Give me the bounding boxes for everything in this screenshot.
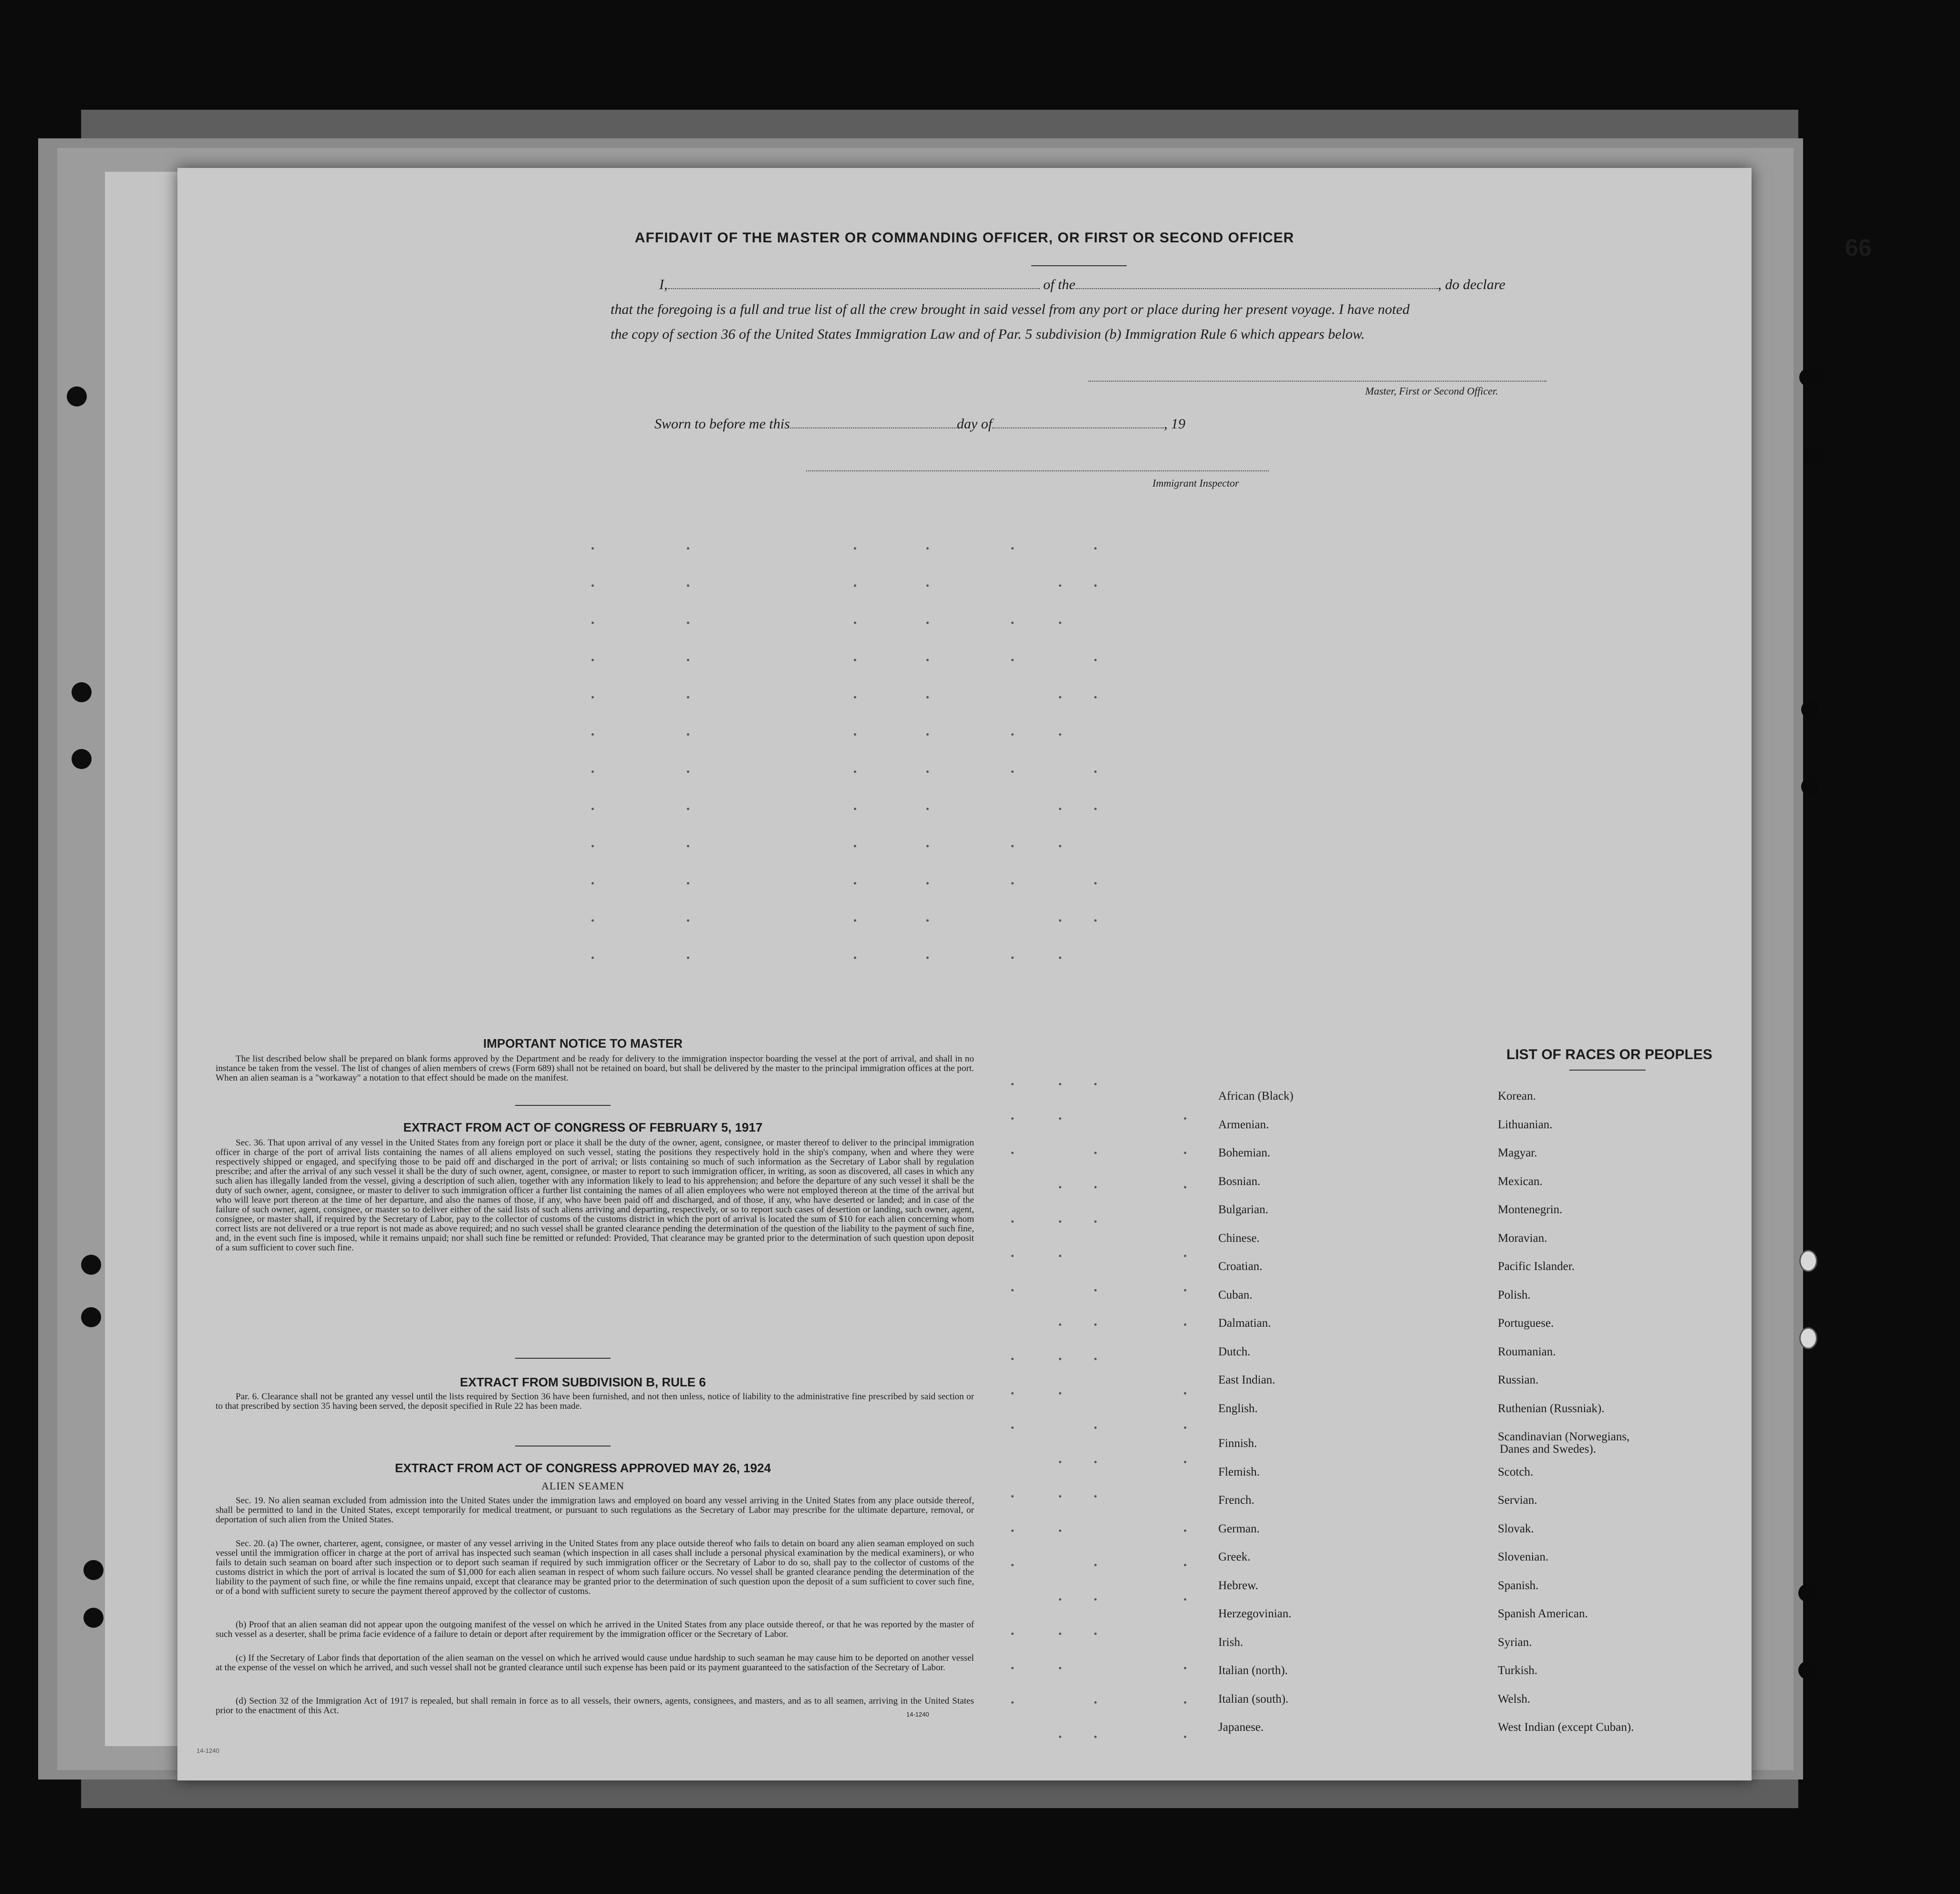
guide-dot	[1094, 1736, 1097, 1738]
guide-dot	[591, 882, 594, 885]
guide-dot	[1094, 1289, 1097, 1291]
race-item: Magyar.	[1498, 1146, 1537, 1159]
guide-dot	[1094, 1564, 1097, 1566]
guide-dot	[687, 882, 689, 885]
guide-dot	[687, 770, 689, 773]
affidavit-declare: , do declare	[1438, 277, 1505, 292]
guide-dot	[1184, 1117, 1186, 1120]
left-punch-hole	[81, 1255, 101, 1275]
guide-dot	[1059, 1598, 1061, 1601]
guide-dot	[591, 584, 594, 587]
guide-dot	[1094, 1598, 1097, 1601]
guide-dot	[926, 770, 929, 773]
guide-dot	[926, 696, 929, 698]
race-item: Armenian.	[1218, 1118, 1269, 1131]
sworn-day-field[interactable]	[790, 427, 957, 428]
guide-dot	[1094, 1426, 1097, 1429]
left-punch-hole	[81, 1307, 101, 1327]
guide-dot	[1011, 1530, 1014, 1532]
guide-dot	[1184, 1426, 1186, 1429]
affidavit-of: of the	[1043, 277, 1076, 292]
day-of-text: day of	[956, 416, 993, 432]
race-item: Servian.	[1498, 1494, 1537, 1507]
affidavit-line-2: that the foregoing is a full and true list of all the crew brought in said vessel from any port or place during her present voyage. I have noted	[611, 302, 1410, 317]
guide-dot	[1059, 584, 1061, 587]
race-item: Dutch.	[1218, 1345, 1251, 1358]
punch-hole	[1798, 1584, 1816, 1602]
race-item: Mexican.	[1498, 1175, 1543, 1188]
guide-dot	[1184, 1530, 1186, 1532]
guide-dot	[1011, 882, 1014, 885]
extract-1924-sec20a: Sec. 20. (a) The owner, charterer, agent, consignee, or master of any vessel arriving in the United States from any place outside thereof who fails to detain on board any alien seaman employed on such vessel until the immigration officer in charge at the port of arrival has inspected such seaman (which inspection in all cases shall include a personal physical examination by the medical examiners), or who fails to detain such seaman on board after such inspection or to deport such seaman if required by such immigration officer or the Secretary of Labor to do so, shall pay to the collector of customs of the customs district in which the port of arrival is located the sum of $1,000 for each alien seaman in respect of whom such failure occurs. No vessel shall be granted clearance pending the determination of the liability to the payment of such fine, or while the fine remains unpaid, except that clearance may be granted prior to the determination of such question upon the deposit of a sum sufficient to cover such fine, or of a bond with sufficient surety to secure the payment thereof approved by the collector of customs.	[216, 1539, 974, 1596]
guide-dot	[854, 845, 856, 847]
left-punch-hole	[67, 386, 87, 406]
guide-dot	[1059, 1358, 1061, 1360]
guide-dot	[1094, 1633, 1097, 1635]
guide-dot	[1094, 770, 1097, 773]
punch-hole	[1804, 367, 1822, 385]
punch-hole	[1798, 1661, 1816, 1679]
affidavit-i: I,	[659, 277, 668, 292]
divider	[1031, 265, 1127, 266]
guide-dot	[1059, 845, 1061, 847]
guide-dot	[1059, 1255, 1061, 1257]
guide-dot	[1094, 1358, 1097, 1360]
guide-dot	[1184, 1598, 1186, 1601]
guide-dot	[687, 584, 689, 587]
race-item: Spanish.	[1498, 1579, 1539, 1592]
race-item: Lithuanian.	[1498, 1118, 1553, 1131]
master-signature-line[interactable]	[1089, 381, 1546, 382]
guide-dot	[854, 919, 856, 922]
race-item: Herzegovinian.	[1218, 1607, 1292, 1620]
guide-dot	[687, 957, 689, 959]
punch-hole	[1801, 700, 1819, 718]
race-item: Polish.	[1498, 1288, 1531, 1301]
guide-dot	[591, 770, 594, 773]
guide-dot	[591, 733, 594, 736]
guide-dot	[591, 696, 594, 698]
guide-dot	[1059, 1186, 1061, 1188]
guide-dot	[1011, 1117, 1014, 1120]
guide-dot	[1011, 733, 1014, 736]
race-item: Spanish American.	[1498, 1607, 1588, 1620]
guide-dot	[1011, 1358, 1014, 1360]
race-item: Chinese.	[1218, 1231, 1260, 1245]
race-item: Greek.	[1218, 1551, 1251, 1563]
guide-dot	[1059, 1461, 1061, 1463]
guide-dot	[1011, 622, 1014, 624]
guide-dot	[1011, 1426, 1014, 1429]
notice-text: The list described below shall be prepared on blank forms approved by the Department and be ready for delivery to the immigration inspector boarding the vessel at the port of arrival, and shall in no instance be taken from the vessel. The list of changes of alien members of crews (Form 689) shall not be retained on board, but shall be delivered by the master to the principal immigration offices at the port. When an alien seaman is a "workaway" a notation to that effect should be made on the manifest.	[216, 1054, 974, 1083]
guide-dot	[1059, 1530, 1061, 1532]
guide-dot	[926, 957, 929, 959]
guide-dot	[854, 770, 856, 773]
guide-dot	[926, 845, 929, 847]
guide-dot	[687, 659, 689, 661]
guide-dot	[1011, 1701, 1014, 1704]
race-item: Roumanian.	[1498, 1345, 1556, 1358]
race-item: East Indian.	[1218, 1374, 1276, 1386]
guide-dot	[1184, 1564, 1186, 1566]
guide-dot	[591, 622, 594, 624]
punch-hole	[1799, 1327, 1817, 1349]
guide-dot	[854, 622, 856, 624]
race-item: Ruthenian (Russniak).	[1498, 1402, 1605, 1415]
guide-dot	[1184, 1392, 1186, 1394]
guide-dot	[1094, 1461, 1097, 1463]
guide-dot	[1094, 696, 1097, 698]
inspector-caption: Immigrant Inspector	[1152, 477, 1239, 489]
guide-dot	[926, 659, 929, 661]
guide-dot	[687, 808, 689, 810]
guide-dot	[1184, 1323, 1186, 1326]
guide-dot	[687, 622, 689, 624]
guide-dot	[1011, 1255, 1014, 1257]
extract-rule6-title: EXTRACT FROM SUBDIVISION B, RULE 6	[460, 1375, 706, 1389]
guide-dot	[1184, 1736, 1186, 1738]
guide-dot	[1184, 1152, 1186, 1154]
race-item: English.	[1218, 1402, 1258, 1415]
guide-dot	[1059, 1220, 1061, 1223]
guide-dot	[1059, 733, 1061, 736]
year-text: , 19	[1164, 416, 1186, 432]
guide-dot	[854, 696, 856, 698]
race-item: French.	[1218, 1494, 1255, 1507]
race-item: Syrian.	[1498, 1635, 1532, 1649]
footer-code: 14-1240	[197, 1747, 219, 1754]
race-item: Bohemian.	[1218, 1146, 1271, 1159]
left-punch-hole	[83, 1608, 104, 1628]
race-item: Slovak.	[1498, 1522, 1534, 1535]
guide-dot	[1011, 659, 1014, 661]
guide-dot	[1059, 1495, 1061, 1498]
guide-dot	[591, 845, 594, 847]
guide-dot	[854, 659, 856, 661]
races-title: LIST OF RACES OR PEOPLES	[1506, 1047, 1712, 1062]
race-item: Italian (north).	[1218, 1664, 1288, 1677]
extract-1924-sec20d: (d) Section 32 of the Immigration Act of 1917 is repealed, but shall remain in force as to all vessels, their owners, agents, consignees, and masters, and as to all seamen, arriving in the United States prior to the enactment of this Act.	[216, 1696, 974, 1716]
race-item: Scandinavian (Norwegians,	[1498, 1430, 1630, 1443]
race-item: Pacific Islander.	[1498, 1260, 1575, 1273]
guide-dot	[1011, 770, 1014, 773]
race-item: Cuban.	[1218, 1288, 1253, 1301]
guide-dot	[1059, 622, 1061, 624]
extract-1924-subtitle: ALIEN SEAMEN	[541, 1480, 624, 1492]
guide-dot	[1011, 1633, 1014, 1635]
race-item: West Indian (except Cuban).	[1498, 1721, 1634, 1734]
race-item: Korean.	[1498, 1090, 1536, 1103]
guide-dot	[1094, 882, 1097, 885]
guide-dot	[854, 733, 856, 736]
guide-dot	[591, 808, 594, 810]
guide-dot	[1094, 659, 1097, 661]
guide-dot	[1011, 1564, 1014, 1566]
guide-dot	[1059, 696, 1061, 698]
race-item: Hebrew.	[1218, 1579, 1258, 1592]
affidavit-line-1	[659, 273, 1505, 297]
guide-dot	[1094, 1083, 1097, 1085]
guide-dot	[926, 808, 929, 810]
race-item: Croatian.	[1218, 1260, 1263, 1273]
extract-1924-sec20c: (c) If the Secretary of Labor finds that deportation of the alien seaman on the vessel on which he arrived would cause undue hardship to such seaman he may cause him to be deported on another vessel at the expense of the vessel on which he arrived, and such vessel shall not be granted clearance until such expense has been paid or its payment guaranteed to the satisfaction of the Secretary of Labor.	[216, 1653, 974, 1673]
guide-dot	[687, 845, 689, 847]
guide-dot	[1059, 919, 1061, 922]
race-item: Italian (south).	[1218, 1692, 1289, 1706]
divider	[515, 1105, 611, 1106]
guide-dot	[926, 919, 929, 922]
guide-dot	[591, 659, 594, 661]
guide-dot	[854, 547, 856, 550]
left-punch-hole	[72, 682, 92, 702]
race-item: Irish.	[1218, 1635, 1244, 1649]
guide-dot	[1094, 584, 1097, 587]
guide-dot	[1059, 1323, 1061, 1326]
guide-dot	[687, 547, 689, 550]
notice-title: IMPORTANT NOTICE TO MASTER	[483, 1036, 683, 1051]
guide-dot	[1059, 808, 1061, 810]
race-item: Moravian.	[1498, 1231, 1547, 1245]
guide-dot	[1059, 1667, 1061, 1669]
guide-dot	[854, 584, 856, 587]
guide-dot	[1011, 1220, 1014, 1223]
race-item: Bosnian.	[1218, 1175, 1261, 1188]
guide-dot	[1094, 1701, 1097, 1704]
extract-rule6-text: Par. 6. Clearance shall not be granted any vessel until the lists required by Section 36 have been furnished, and not then unless, notice of liability to the administrative fine prescribed by said section or to that prescribed by section 35 having been served, the deposit specified in Rule 22 has been made.	[216, 1392, 974, 1411]
guide-dot	[1011, 1667, 1014, 1669]
form-code: 14-1240	[906, 1711, 929, 1718]
affidavit-line-3: the copy of section 36 of the United States Immigration Law and of Par. 5 subdivision (b) Immigration Rule 6 which appears below.	[611, 326, 1365, 342]
guide-dot	[1184, 1461, 1186, 1463]
guide-dot	[1184, 1289, 1186, 1291]
manifest-page	[177, 168, 1752, 1780]
punch-hole	[1801, 778, 1819, 796]
guide-dot	[1011, 1495, 1014, 1498]
extract-1917-text: Sec. 36. That upon arrival of any vessel in the United States from any foreign port or place it shall be the duty of the owner, agent, consignee, or master thereof to deliver to the principal immigration officer in charge of the port of arrival lists containing the names of all aliens employed on such vessel, stating the positions they respectively hold in the ship's company, when and where they were respectively shipped or engaged, and specifying those to be paid off and discharged in the port of arrival; or lists containing so much of such information as the Secretary of Labor shall by regulation prescribe; and after the arrival of any such vessel it shall be the duty of such owner, agent, consignee, or master to report to such immigration officer, in writing, as soon as discovered, all cases in which any such alien has illegally landed from the vessel, giving a description of such alien, together with any information likely to lead to his apprehension; and before the departure of any such vessel it shall be the duty of such owner, agent, consignee, or master to deliver to such immigration officer a further list containing the names of all alien employees who were not employed thereon at the time of the arrival but who will leave port thereon at the time of her departure, and also the names of those, if any, who have been paid off and discharged, and of those, if any, who have deserted or landed; and in case of the failure of such owner, agent, consignee, or master so to deliver either of the said lists of such aliens arriving and departing, respectively, or so to report such cases of desertion or landing, such owner, agent, consignee, or master shall, if required by the Secretary of Labor, pay to the collector of customs of the customs district in which the port of arrival is located the sum of $10 for each alien concerning whom correct lists are not delivered or a true report is not made as above required; and no such vessel shall be granted clearance pending the determination of the question of the liability to the payment of such fine, and, in the event such fine is imposed, while it remains unpaid; nor shall such fine be remitted or refunded: Provided, That clearance may be granted prior to the determination of such question upon deposit of a sum sufficient to cover such fine.	[216, 1138, 974, 1253]
guide-dot	[1184, 1255, 1186, 1257]
guide-dot	[926, 733, 929, 736]
guide-dot	[1094, 1220, 1097, 1223]
punch-hole	[1799, 1250, 1817, 1272]
race-item: African (Black)	[1218, 1090, 1294, 1103]
race-item: Finnish.	[1218, 1437, 1257, 1450]
guide-dot	[1059, 957, 1061, 959]
divider	[1569, 1070, 1646, 1071]
left-punch-hole	[72, 749, 92, 769]
extract-1924-sec20b: (b) Proof that an alien seaman did not appear upon the outgoing manifest of the vessel on which he arrived in the United States from any place outside thereof, or that he was reported by the master of such vessel as a deserter, shall be prima facie evidence of a failure to detain or deport after requirement by the immigration officer or the Secretary of Labor.	[216, 1620, 974, 1639]
race-item: Portuguese.	[1498, 1317, 1554, 1330]
guide-dot	[591, 957, 594, 959]
race-item: Welsh.	[1498, 1692, 1531, 1706]
punch-hole	[1804, 447, 1822, 466]
guide-dot	[854, 808, 856, 810]
guide-dot	[926, 584, 929, 587]
guide-dot	[1011, 1392, 1014, 1394]
race-item: Bulgarian.	[1218, 1203, 1268, 1216]
guide-dot	[1094, 1323, 1097, 1326]
guide-dot	[854, 957, 856, 959]
guide-dot	[1011, 1152, 1014, 1154]
divider	[515, 1446, 611, 1447]
guide-dot	[1184, 1701, 1186, 1704]
affidavit-title: AFFIDAVIT OF THE MASTER OR COMMANDING OFFICER, OR FIRST OR SECOND OFFICER	[634, 230, 1295, 246]
sworn-text: Sworn to before me this	[654, 416, 790, 432]
guide-dot	[1184, 1186, 1186, 1188]
guide-dot	[687, 696, 689, 698]
race-item: Turkish.	[1498, 1664, 1538, 1677]
guide-dot	[1011, 845, 1014, 847]
guide-dot	[1059, 1083, 1061, 1085]
sworn-line	[654, 412, 1185, 436]
race-item: Montenegrin.	[1498, 1203, 1563, 1216]
guide-dot	[854, 882, 856, 885]
guide-dot	[926, 547, 929, 550]
guide-dot	[1059, 1117, 1061, 1120]
extract-1924-sec19: Sec. 19. No alien seaman excluded from admission into the United States under the immigration laws and employed on board any vessel arriving in the United States from any place outside thereof, shall be permitted to land in the United States, except temporarily for medical treatment, or pursuant to such regulations as the Secretary of Labor may prescribe for the ultimate departure, removal, or deportation of such alien from the United States.	[216, 1496, 974, 1525]
vessel-field[interactable]	[1076, 288, 1438, 289]
guide-dot	[1011, 1083, 1014, 1085]
guide-dot	[1094, 1495, 1097, 1498]
page-number: 66	[1845, 234, 1872, 261]
guide-dot	[1059, 1633, 1061, 1635]
guide-dot	[687, 733, 689, 736]
guide-dot	[687, 919, 689, 922]
guide-dot	[1059, 1736, 1061, 1738]
guide-dot	[1011, 1289, 1014, 1291]
guide-dot	[1184, 1667, 1186, 1669]
extract-1924-title: EXTRACT FROM ACT OF CONGRESS APPROVED MAY 26, 1924	[394, 1461, 771, 1475]
guide-dot	[926, 622, 929, 624]
race-item: Flemish.	[1218, 1465, 1260, 1478]
race-item: Slovenian.	[1498, 1551, 1549, 1563]
guide-dot	[1094, 919, 1097, 922]
back-sheet-4	[105, 172, 186, 1746]
extract-1917-title: EXTRACT FROM ACT OF CONGRESS OF FEBRUARY 5, 1917	[403, 1120, 763, 1134]
guide-dot	[591, 919, 594, 922]
guide-dot	[591, 547, 594, 550]
guide-dot	[1011, 957, 1014, 959]
race-item: Scotch.	[1498, 1465, 1534, 1478]
race-item: Dalmatian.	[1218, 1317, 1271, 1330]
guide-dot	[926, 882, 929, 885]
guide-dot	[1094, 1152, 1097, 1154]
race-item: Japanese.	[1218, 1721, 1264, 1734]
race-item: Danes and Swedes).	[1500, 1443, 1597, 1456]
inspector-signature-line[interactable]	[806, 470, 1269, 471]
name-field[interactable]	[668, 288, 1040, 289]
guide-dot	[1059, 1392, 1061, 1394]
guide-dot	[1094, 547, 1097, 550]
guide-dot	[1094, 1186, 1097, 1188]
left-punch-hole	[83, 1560, 104, 1580]
guide-dot	[1011, 547, 1014, 550]
guide-dot	[1094, 808, 1097, 810]
race-item: Russian.	[1498, 1374, 1539, 1386]
race-item: German.	[1218, 1522, 1260, 1535]
master-caption: Master, First or Second Officer.	[1365, 385, 1498, 397]
divider	[515, 1358, 611, 1359]
sworn-month-field[interactable]	[992, 427, 1164, 428]
